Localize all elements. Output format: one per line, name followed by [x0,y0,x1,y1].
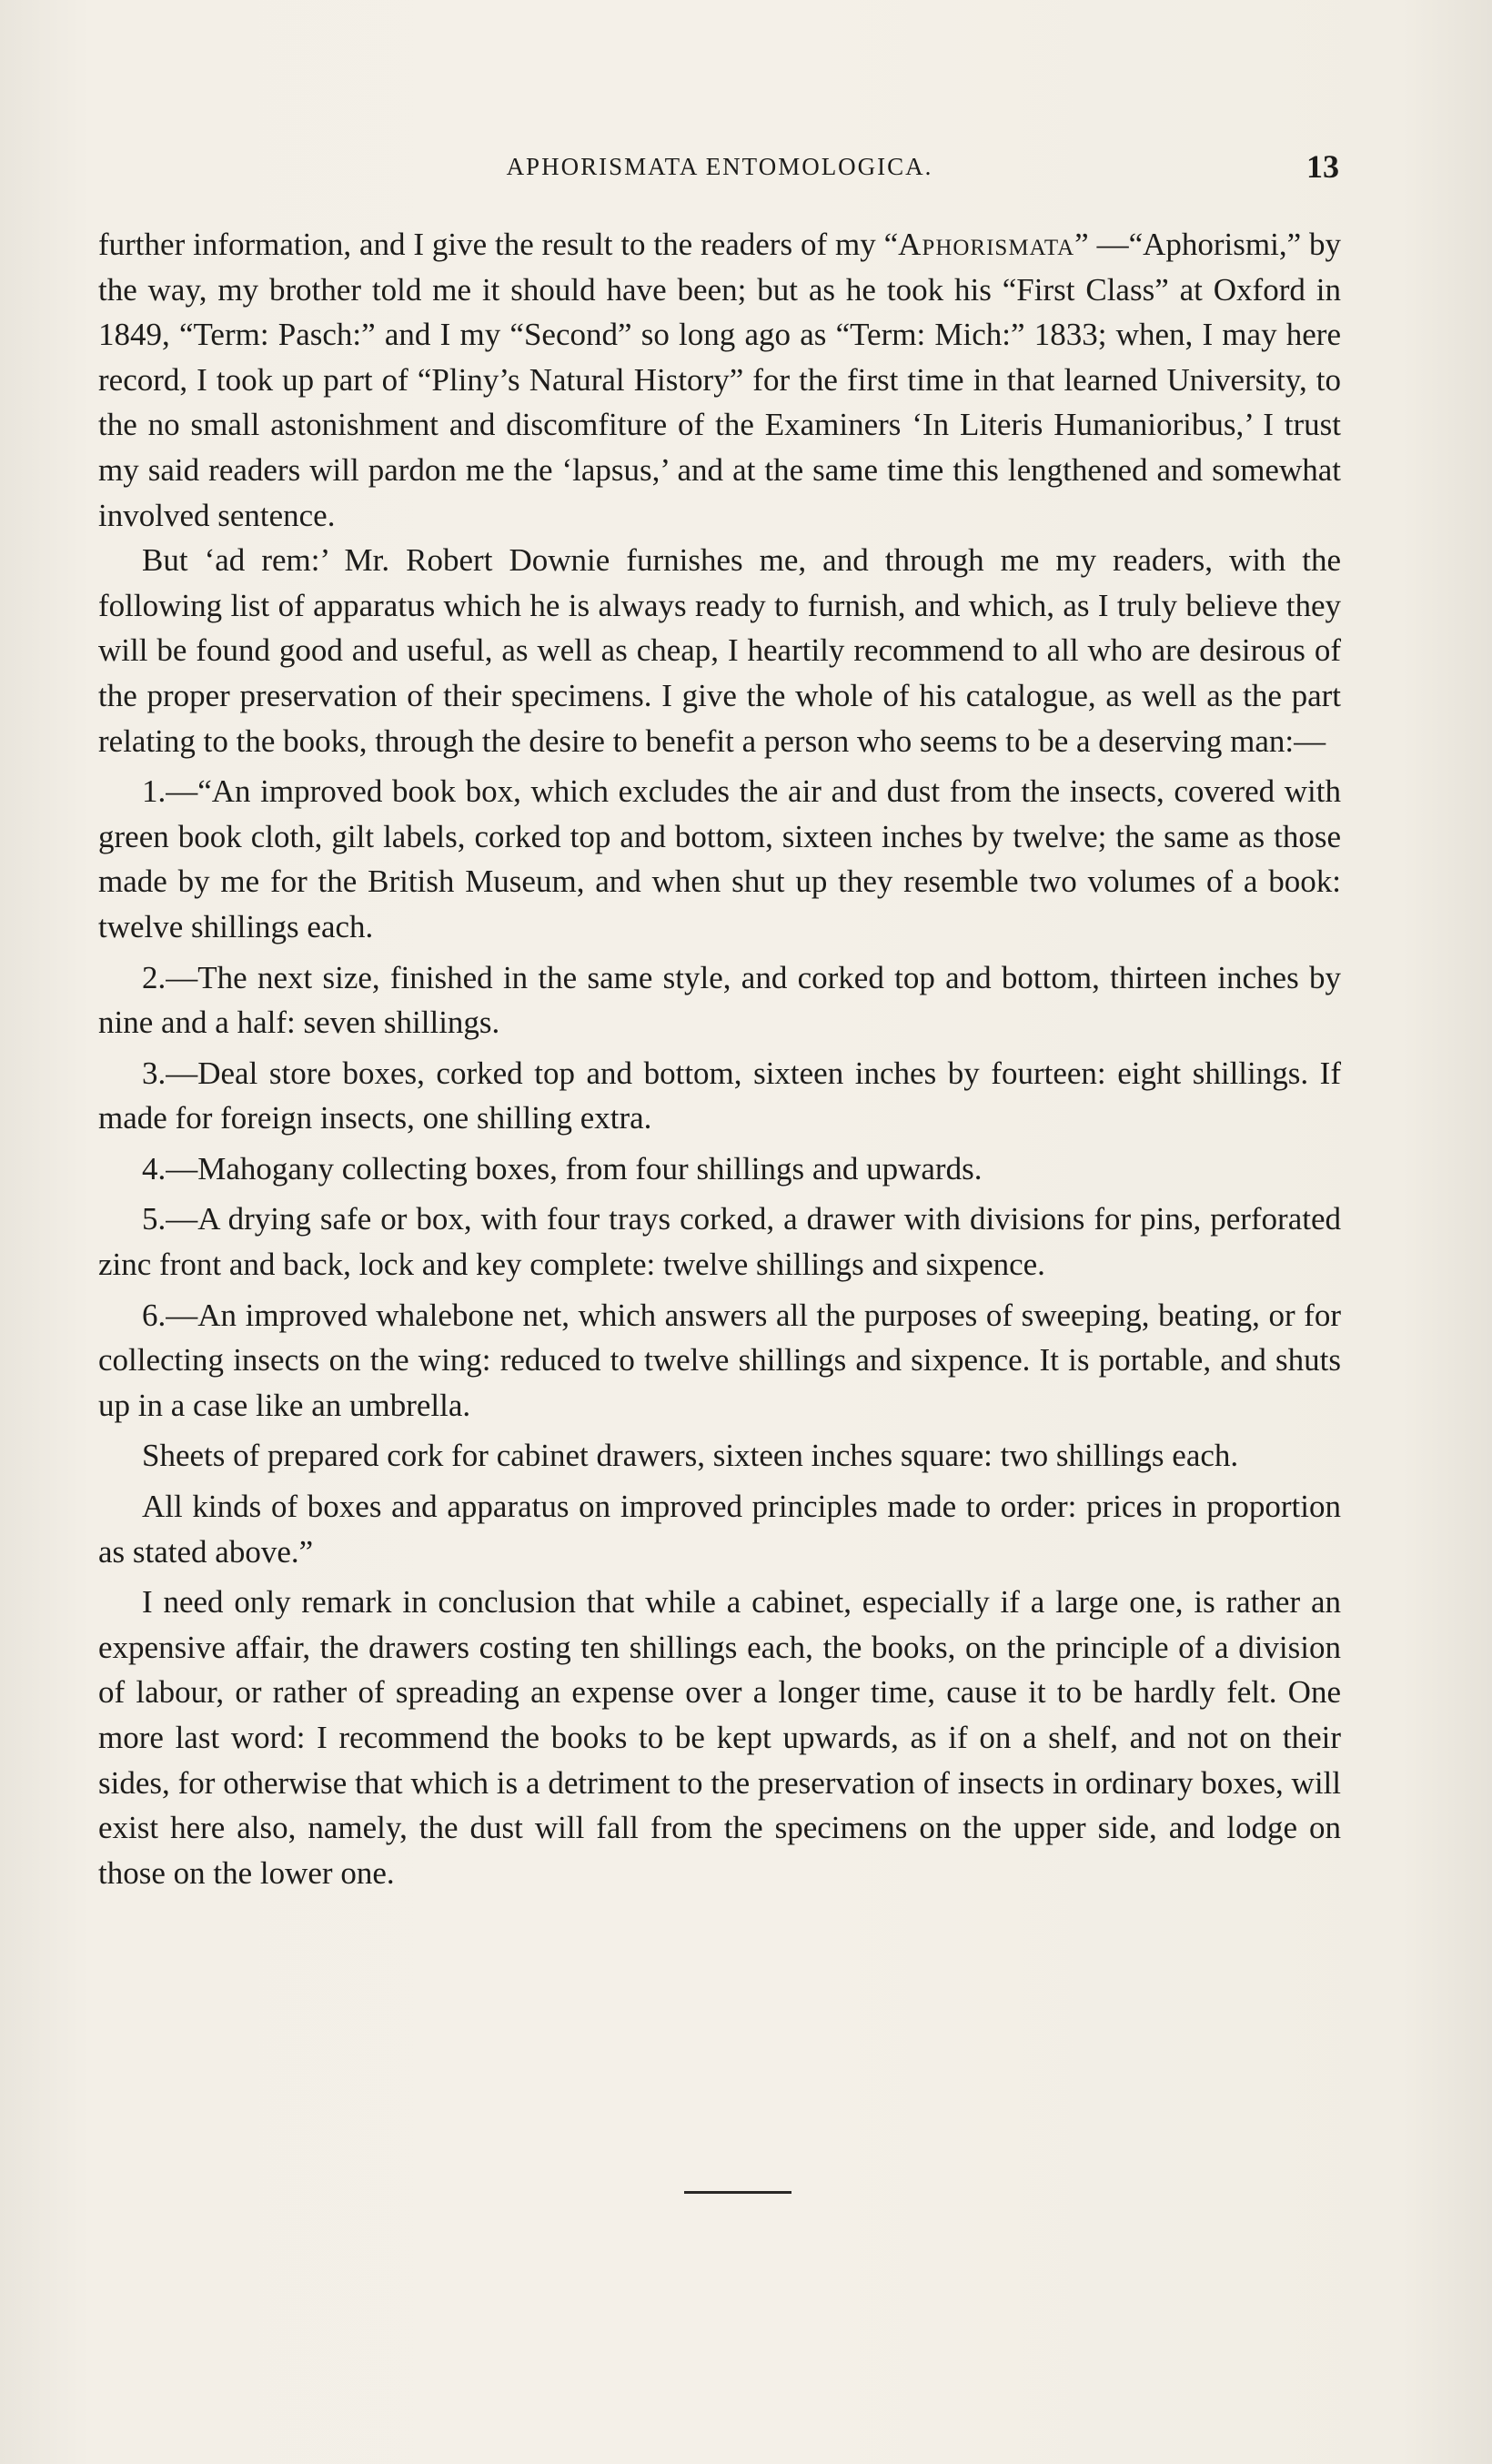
list-item-whalebone-net: 6.—An improved whalebone net, which answers all the purposes of sweeping, beating, or for collecting insects on the wing: reduced to twelve shillings and sixpence. It is portable, and shuts up in a case like an umbrella. [98,1297,1341,1423]
page-number: 13 [1306,148,1339,185]
paragraph-continuation [98,222,1341,538]
paragraph-text-end: ” —“Aphorismi,” by the way, my brother told me it should have been; but as he took his “First Class” at Oxford in 1849, “Term: Pasch:” and I my “Second” so long ago as “Term: Mich:” 1833; when, I may here record, I took up part of “Pliny’s Natural History” for the first time in that learned University, to the no small astonishment and discomfiture of the Examiners ‘In Literis Humanioribus,’ I trust my said readers will pardon me the ‘lapsus,’ and at the same time this lengthened and somewhat involved sentence. [98,227,1342,533]
list-item-collecting-boxes: 4.—Mahogany collecting boxes, from four shillings and upwards. [142,1150,983,1187]
list-item-next-size: 2.—The next size, finished in the same style, and corked top and bottom, thirteen inches by nine and a half: seven shillings. [98,959,1341,1041]
paragraph-conclusion: I need only remark in conclusion that while a cabinet, especially if a large one, is rather an expensive affair, the drawers costing ten shillings each, the books, on the principle of a division of labour, or rather of spreading an expense over a longer time, cause it to be hardly felt. One more last word: I recommend the books to be kept upwards, as if on a shelf, and not on their sides, for otherwise that which is a detriment to the preservation of insects in ordinary boxes, will exist here also, namely, the dust will fall from the specimens on the upper side, and lodge on those on the lower one. [98,1584,1341,1891]
running-header [100,148,1339,189]
list-item-book-box: 1.—“An improved book box, which excludes the air and dust from the insects, covered with green book cloth, gilt labels, corked top and bottom, sixteen inches by twelve; the same as those made by me for the British Museum, and when shut up they resemble two volumes of a book: twelve shillings each. [98,773,1341,944]
list-item-store-boxes: 3.—Deal store boxes, corked top and bottom, sixteen inches by fourteen: eight shillings. If made for foreign insects, one shilling extra. [98,1055,1341,1136]
body-text [98,222,1341,1895]
end-rule-divider [684,2191,791,2194]
paragraph-ad-rem: But ‘ad rem:’ Mr. Robert Downie furnishes me, and through me my readers, with the following list of apparatus which he is always ready to furnish, and which, as I truly believe they will be found good and useful, as well as cheap, I heartily recommend to all who are desirous of the proper preservation of their specimens. I give the whole of his catalogue, as well as the part relating to the books, through the desire to benefit a person who seems to be a deserving man:— [98,542,1341,759]
paragraph-text-start: further information, and I give the result to the readers of my “ [98,227,899,262]
aphorismata-smallcaps: Aphorismata [898,227,1075,262]
paragraph-all-kinds: All kinds of boxes and apparatus on improved principles made to order: prices in proportion as stated above.” [98,1489,1341,1570]
list-item-drying-safe: 5.—A drying safe or box, with four trays corked, a drawer with divisions for pins, perforated zinc front and back, lock and key complete: twelve shillings and sixpence. [98,1201,1341,1283]
paragraph-cork-sheets: Sheets of prepared cork for cabinet drawers, sixteen inches square: two shillings each. [142,1438,1239,1474]
running-title: APHORISMATA ENTOMOLOGICA. [506,153,933,180]
